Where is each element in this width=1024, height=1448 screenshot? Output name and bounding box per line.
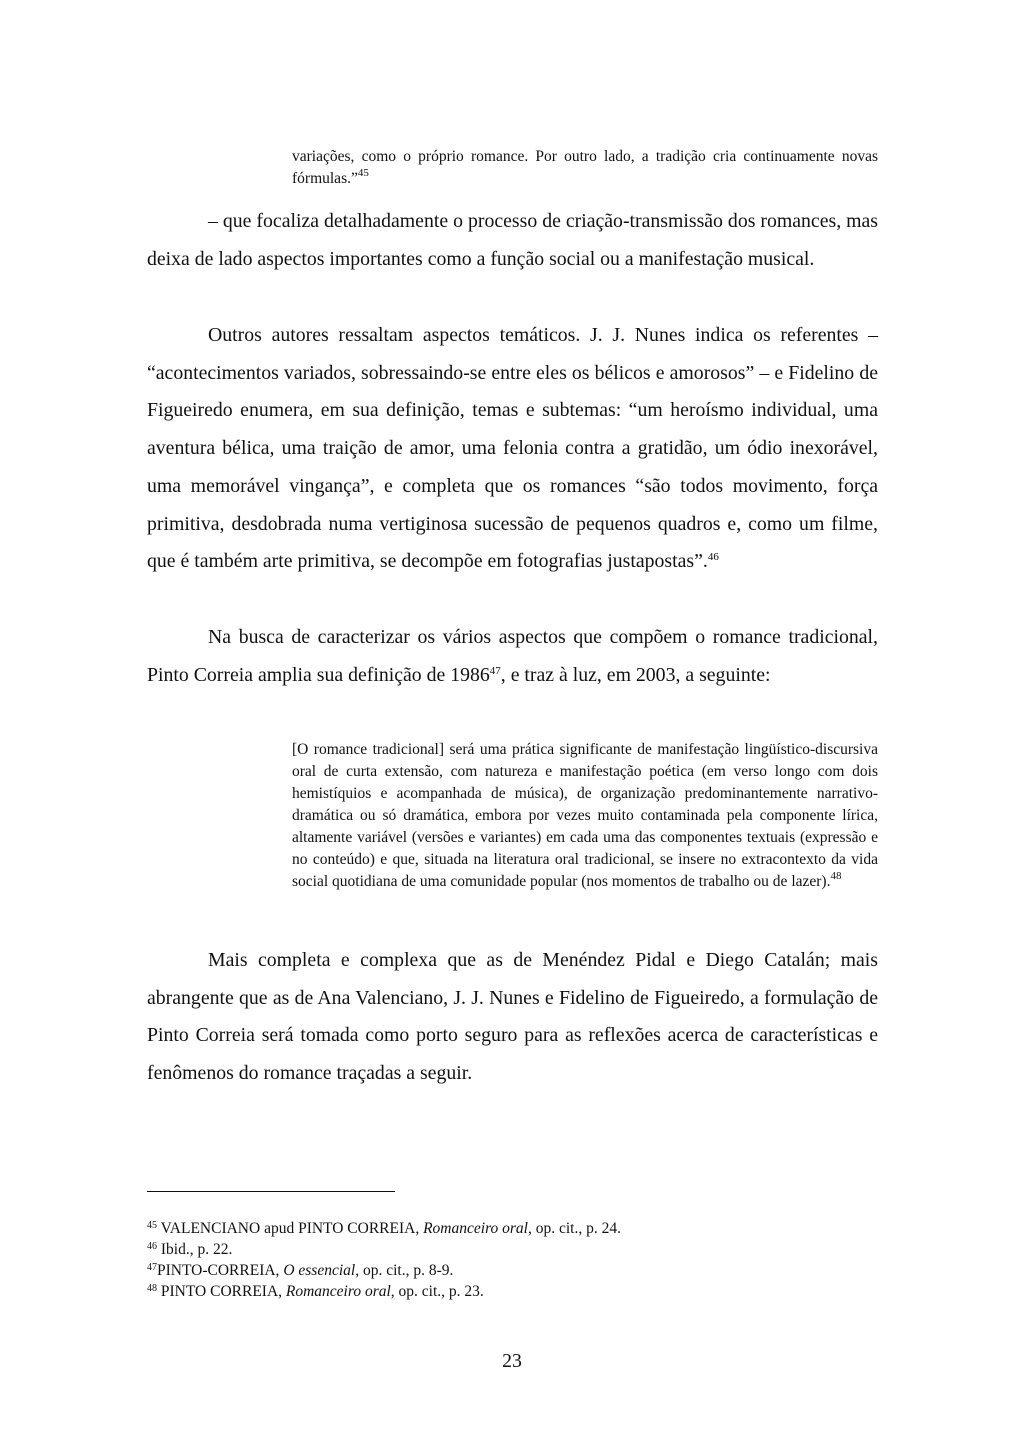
paragraph-3: [147, 619, 878, 694]
paragraph-4: [147, 942, 878, 1093]
block-quote-text: [O romance tradicional] será uma prática significante de manifestação lingüístico-discursiva oral de curta extensão, com natureza e manifestação poética (em verso longo com dois hemistíquios e acompanhada de música), de organização predominantemente narrativo-dramática ou só dramática, embora por vezes muito contaminada pela componente lírica, altamente variável (versões e variantes) em cada uma das componentes textuais (expressão e no conteúdo) e que, situada na literatura oral tradicional, se insere no extracontexto da vida social quotidiana de uma comunidade popular (nos momentos de trabalho ou de lazer).: [292, 741, 878, 890]
footnote-number: 46: [147, 1241, 157, 1252]
paragraph-4-text: Mais completa e complexa que as de Menéndez Pidal e Diego Catalán; mais abrangente que as de Ana Valenciano, J. J. Nunes e Fidelino de Figueiredo, a formulação de Pinto Correia será tomada como porto seguro para as reflexões acerca de características e fenômenos do romance traçadas a seguir.: [147, 949, 878, 1085]
footnote-title: Romanceiro oral: [423, 1220, 528, 1237]
footnote-ref-48: 48: [830, 870, 842, 882]
footnote-47: [147, 1260, 878, 1281]
footnote-title: O essencial: [283, 1262, 356, 1279]
footnote-48: [147, 1281, 878, 1302]
footnote-text: , op. cit., p. 24.: [528, 1220, 621, 1237]
footnote-ref-47: 47: [489, 664, 501, 677]
paragraph-2-body: [147, 317, 878, 581]
footnote-text: PINTO-CORREIA,: [157, 1262, 284, 1279]
footnote-text: VALENCIANO apud PINTO CORREIA,: [157, 1220, 424, 1237]
footnote-text: , op. cit., p. 23.: [390, 1283, 484, 1300]
footnote-number: 48: [147, 1283, 157, 1294]
footnote-ref-46: 46: [707, 551, 719, 564]
top-quote-continuation: [292, 146, 878, 190]
block-quote: [292, 739, 878, 893]
paragraph-2: [147, 317, 878, 581]
footnote-text: PINTO CORREIA,: [157, 1283, 286, 1300]
footnote-46: [147, 1239, 878, 1260]
page-number: 23: [502, 1350, 522, 1372]
footnote-text: , op. cit., p. 8-9.: [355, 1262, 454, 1279]
footnotes: [147, 1218, 878, 1302]
top-quote-text: variações, como o próprio romance. Por outro lado, a tradição cria continuamente novas fórmulas.”: [292, 148, 878, 187]
paragraph-3-text-a: Na busca de caracterizar os vários aspectos que compõem o romance tradicional, Pinto Correia amplia sua definição de 1986: [147, 626, 878, 686]
footnote-separator: [147, 1191, 395, 1192]
footnote-number: 45: [147, 1220, 157, 1231]
footnote-title: Romanceiro oral: [285, 1283, 391, 1300]
paragraph-1-text: – que focaliza detalhadamente o processo de criação-transmissão dos romances, mas deixa de lado aspectos importantes como a função social ou a manifestação musical.: [147, 210, 878, 270]
footnote-number: 47: [147, 1262, 157, 1273]
footnote-ref-45: 45: [357, 167, 369, 179]
footnote-text: Ibid., p. 22.: [157, 1241, 233, 1258]
paragraph-3-text-b: , e traz à luz, em 2003, a seguinte:: [500, 663, 771, 686]
paragraph-3-body: [147, 619, 878, 694]
paragraph-1: [147, 203, 878, 278]
footnote-45: [147, 1218, 878, 1239]
paragraph-2-text: Outros autores ressaltam aspectos temáticos. J. J. Nunes indica os referentes – “acontecimentos variados, sobressaindo-se entre eles os bélicos e amorosos” – e Fidelino de Figueiredo enumera, em sua definição, temas e subtemas: “um heroísmo individual, uma aventura bélica, uma traição de amor, uma felonia contra a gratidão, um ódio inexorável, uma memorável vingança”, e completa que os romances “são todos movimento, força primitiva, desdobrada numa vertiginosa sucessão de pequenos quadros e, como um filme, que é também arte primitiva, se decompõe em fotografias justapostas”.: [147, 324, 878, 573]
